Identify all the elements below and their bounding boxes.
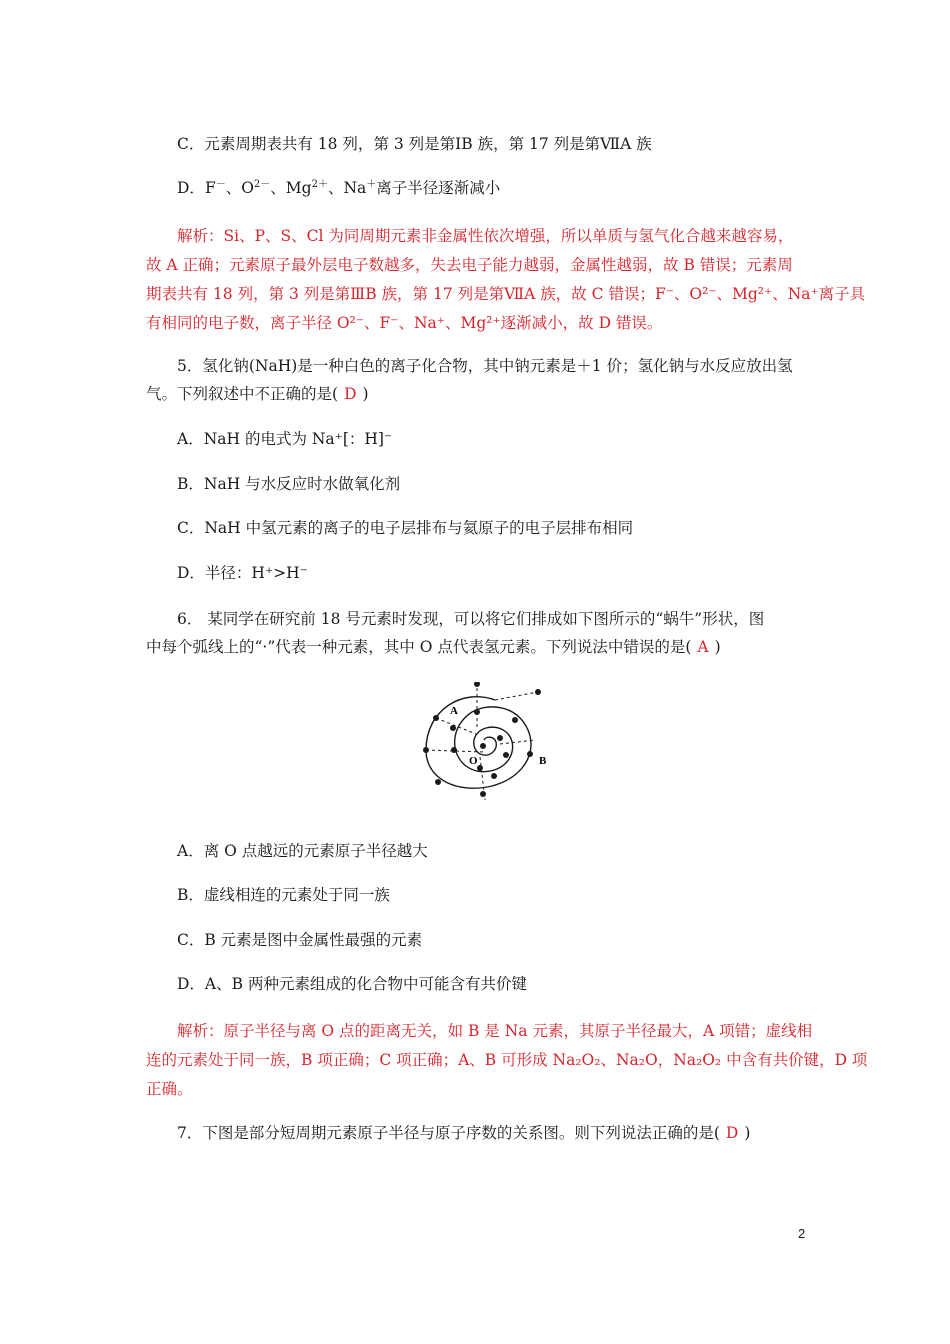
element-dot bbox=[423, 747, 429, 753]
q5-option-d: D．半径：H⁺>H⁻ bbox=[177, 564, 308, 582]
group-dashed-line-2 bbox=[495, 692, 538, 700]
q6-stem-line-1: 6． 某同学在研究前 18 号元素时发现，可以将它们排成如下图所示的“蜗牛”形状，图 bbox=[177, 610, 765, 628]
q6-analysis-line-1: 解析：原子半径与离 O 点的距离无关，如 B 是 Na 元素，其原子半径最大，A 项错；虚线相 bbox=[177, 1022, 813, 1040]
q4-option-d: D．F－、$O^{2-}$、$Mg^{2+}$、Na＋离子半径逐渐减小 bbox=[177, 178, 501, 197]
element-dot bbox=[450, 725, 456, 731]
group-dashed-line-6 bbox=[500, 740, 535, 744]
q5-answer: D bbox=[344, 385, 357, 403]
q5-option-c: C．NaH 中氢元素的离子的电子层排布与氦原子的电子层排布相同 bbox=[177, 519, 634, 537]
element-dot bbox=[527, 751, 533, 757]
q7-stem: 7．下图是部分短周期元素原子半径与原子序数的关系图。则下列说法正确的是( D ) bbox=[177, 1124, 751, 1142]
q6-analysis-line-3: 正确。 bbox=[146, 1080, 193, 1098]
q4-analysis-line-2: 故 A 正确；元素原子最外层电子数越多，失去电子能力越弱，金属性越弱，故 B 错误；元素周 bbox=[146, 256, 793, 274]
q4-option-c: C．元素周期表共有 18 列，第 3 列是第ⅠB 族，第 17 列是第ⅦA 族 bbox=[177, 135, 652, 153]
q5-option-b: B．NaH 与水反应时水做氧化剂 bbox=[177, 475, 401, 493]
q4-analysis-line-4: 有相同的电子数，离子半径 O²⁻、F⁻、Na⁺、Mg²⁺逐渐减小，故 D 错误。 bbox=[146, 314, 663, 332]
q6-analysis-line-2: 连的元素处于同一族，B 项正确；C 项正确；A、B 可形成 Na₂O₂、Na₂O，Na₂O₂ 中含有共价键，D 项 bbox=[146, 1051, 868, 1069]
element-dot bbox=[477, 765, 483, 771]
q6-option-d: D．A、B 两种元素组成的化合物中可能含有共价键 bbox=[177, 975, 527, 993]
q7-answer: D bbox=[725, 1124, 739, 1142]
element-dot bbox=[435, 779, 441, 785]
element-dot bbox=[474, 682, 480, 687]
q5-stem-line-2: 气。下列叙述中不正确的是( D ) bbox=[146, 385, 369, 403]
label-a: A bbox=[450, 705, 458, 717]
element-dot bbox=[451, 747, 457, 753]
element-dot bbox=[497, 735, 503, 741]
snail-spiral-figure bbox=[410, 682, 560, 802]
q5-stem-line-1: 5．氢化钠(NaH)是一种白色的离子化合物，其中钠元素是＋1 价；氢化钠与水反应放出氢 bbox=[177, 357, 793, 375]
label-b: B bbox=[539, 755, 547, 767]
q6-answer: A bbox=[697, 638, 709, 656]
q4-analysis-line-3: 期表共有 18 列，第 3 列是第ⅢB 族，第 17 列是第ⅦA 族，故 C 错误；F⁻、O²⁻、Mg²⁺、Na⁺离子具 bbox=[146, 285, 866, 303]
q6-option-b: B．虚线相连的元素处于同一族 bbox=[177, 886, 390, 904]
q6-option-c: C．B 元素是图中金属性最强的元素 bbox=[177, 931, 423, 949]
q6-option-a: A．离 O 点越远的元素原子半径越大 bbox=[177, 842, 428, 860]
element-dot bbox=[433, 715, 439, 721]
element-dot bbox=[503, 752, 509, 758]
element-dot bbox=[480, 743, 486, 749]
label-o: O bbox=[469, 755, 478, 767]
element-dot bbox=[535, 689, 541, 695]
element-dot bbox=[491, 773, 497, 779]
q6-stem-line-2: 中每个弧线上的“·”代表一种元素，其中 O 点代表氢元素。下列说法中错误的是( A ) bbox=[146, 638, 721, 656]
q5-option-a: A．NaH 的电式为 Na⁺[：H]⁻ bbox=[177, 430, 393, 448]
element-dot bbox=[474, 709, 480, 715]
element-dot bbox=[512, 717, 518, 723]
page-number: 2 bbox=[798, 1226, 806, 1241]
q4-analysis-line-1: 解析：Si、P、S、Cl 为同周期元素非金属性依次增强，所以单质与氢气化合越来越容易， bbox=[177, 227, 794, 245]
element-dot bbox=[480, 791, 486, 797]
